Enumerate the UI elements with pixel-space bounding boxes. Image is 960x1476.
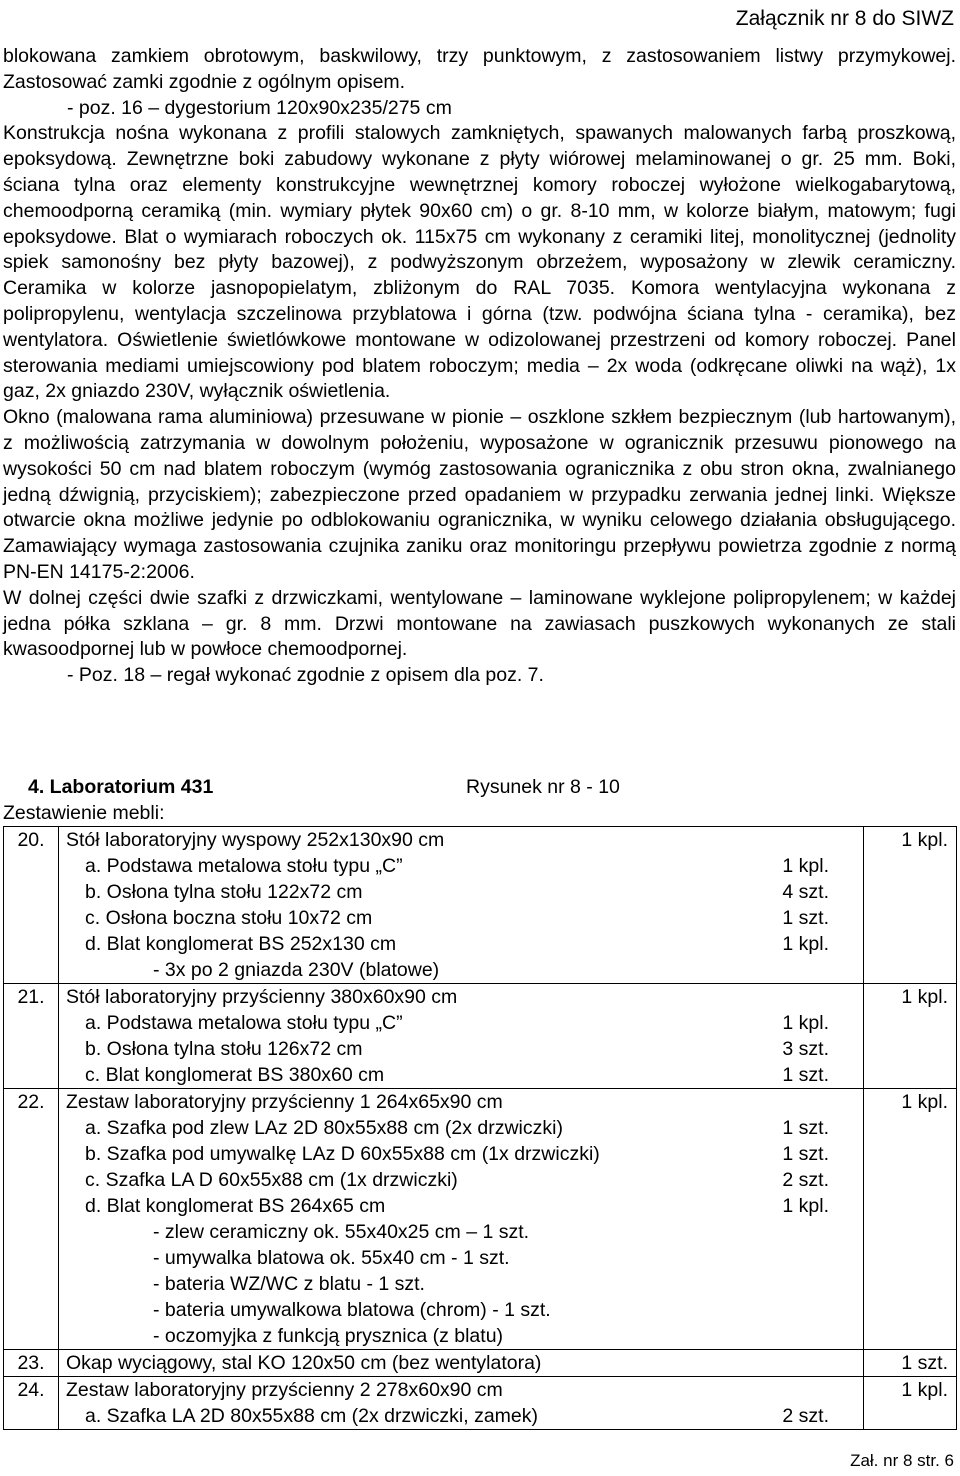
- sub-item-quantity: 2 szt.: [782, 1405, 829, 1427]
- item-description: [59, 827, 864, 984]
- sub-item-text: a. Szafka LA 2D 80x55x88 cm (2x drzwiczki, zamek): [85, 1405, 539, 1427]
- paragraph: W dolnej części dwie szafki z drzwiczkami, wentylowane – laminowane wyklejone polipropylenem; w każdej jedna półka szklana – gr. 8 mm. Drzwi montowane na zawiasach puszkowych wykonanych ze stali kwasoodpornej lub w powłoce chemoodpornej.: [3, 586, 956, 661]
- item-description: [59, 1377, 864, 1430]
- furniture-table: [3, 826, 957, 1430]
- detail-text: - 3x po 2 gniazda 230V (blatowe): [153, 959, 440, 981]
- detail-text: - bateria umywalkowa blatowa (chrom) - 1 szt.: [153, 1299, 551, 1321]
- detail-line: [59, 1219, 863, 1245]
- sub-item: [59, 1167, 863, 1193]
- item-quantity: 1 szt.: [864, 1350, 957, 1377]
- sub-item: [59, 1115, 863, 1141]
- item-name-line: [59, 827, 863, 853]
- sub-item: [59, 1062, 863, 1088]
- sub-item-text: b. Szafka pod umywalkę LAz D 60x55x88 cm (1x drzwiczki): [85, 1143, 600, 1165]
- paragraph: - poz. 16 – dygestorium 120x90x235/275 cm: [67, 96, 452, 119]
- item-number: 23.: [4, 1350, 59, 1377]
- sub-item: [59, 905, 863, 931]
- sub-item-text: b. Osłona tylna stołu 122x72 cm: [85, 881, 363, 903]
- sub-item-text: a. Szafka pod zlew LAz 2D 80x55x88 cm (2x drzwiczki): [85, 1117, 563, 1139]
- table-row: [4, 1350, 957, 1377]
- table-row: [4, 984, 957, 1089]
- item-name-line: [59, 1350, 863, 1376]
- sub-item-quantity: 1 kpl.: [782, 1195, 829, 1217]
- detail-line: [59, 1245, 863, 1271]
- sub-item: [59, 1193, 863, 1219]
- sub-item-quantity: 1 szt.: [782, 1064, 829, 1086]
- page-footer: Zał. nr 8 str. 6: [850, 1451, 954, 1470]
- sub-item-quantity: 1 szt.: [782, 1143, 829, 1165]
- sub-item-text: a. Podstawa metalowa stołu typu „C”: [85, 855, 403, 877]
- sub-item-text: d. Blat konglomerat BS 264x65 cm: [85, 1195, 386, 1217]
- sub-item-quantity: 1 kpl.: [782, 855, 829, 877]
- detail-line: [59, 957, 863, 983]
- item-name-line: [59, 984, 863, 1010]
- sub-item-text: a. Podstawa metalowa stołu typu „C”: [85, 1012, 403, 1034]
- section-title: 4. Laboratorium 431: [28, 776, 214, 798]
- sub-item-text: b. Osłona tylna stołu 126x72 cm: [85, 1038, 363, 1060]
- detail-line: [59, 1271, 863, 1297]
- sub-item-quantity: 2 szt.: [782, 1169, 829, 1191]
- sub-item-quantity: 3 szt.: [782, 1038, 829, 1060]
- sub-item-quantity: 1 kpl.: [782, 933, 829, 955]
- item-number: 21.: [4, 984, 59, 1089]
- table-row: [4, 827, 957, 984]
- item-number: 20.: [4, 827, 59, 984]
- section-heading: [28, 775, 958, 800]
- sub-item: [59, 1141, 863, 1167]
- sub-item: [59, 1010, 863, 1036]
- item-quantity: 1 kpl.: [864, 984, 957, 1089]
- item-name: Stół laboratoryjny wyspowy 252x130x90 cm: [66, 829, 445, 851]
- paragraph: blokowana zamkiem obrotowym, baskwilowy, trzy punktowym, z zastosowaniem listwy przymykowej. Zastosować zamki zgodnie z ogólnym opisem.: [3, 45, 956, 93]
- sub-item-quantity: 1 szt.: [782, 1117, 829, 1139]
- sub-item-text: d. Blat konglomerat BS 252x130 cm: [85, 933, 397, 955]
- paragraph: Konstrukcja nośna wykonana z profili stalowych zamkniętych, spawanych malowanych farbą proszkową, epoksydową. Zewnętrzne boki zabudowy wykonane z płyty wiórowej melaminowanej o gr. 25 mm. Boki, ściana tylna oraz elementy konstrukcyjne wewnętrznej komory roboczej wyłożone wielkogabarytową, chemoodporną ceramiką (min. wymiary płytek 90x60 cm) o gr. 8-10 mm, w kolorze białym, matowym; fugi epoksydowe. Blat o wymiarach roboczych ok. 115x75 cm wykonany z ceramiki litej, monolitycznej (jednolity spiek samonośny bez płyty bazowej), z podwyższonym obrzeżem, wyposażony w zlewik ceramiczny. Ceramika w kolorze jasnopopielatym, zbliżonym do RAL 7035. Komora wentylacyjna wykonana z polipropylenu, wentylacja szczelinowa przyblatowa i górna (tzw. podwójna ściana tylna - ceramika), bez wentylatora. Oświetlenie świetlówkowe montowane w odizolowanej przestrzeni od komory roboczej. Panel sterowania mediami umiejscowiony pod blatem roboczym; media – 2x woda (odkręcane oliwki na wąż), 1x gaz, 2x gniazdo 230V, wyłącznik oświetlenia.: [3, 122, 956, 403]
- detail-line: [59, 1323, 863, 1349]
- annex-header: Załącznik nr 8 do SIWZ: [735, 7, 954, 30]
- table-row: [4, 1377, 957, 1430]
- item-description: [59, 984, 864, 1089]
- sub-item: [59, 931, 863, 957]
- section-subtitle: Zestawienie mebli:: [3, 802, 165, 824]
- detail-text: - oczomyjka z funkcją prysznica (z blatu): [153, 1325, 504, 1347]
- description-text: [3, 44, 956, 689]
- sub-item-text: c. Szafka LA D 60x55x88 cm (1x drzwiczki): [85, 1169, 458, 1191]
- sub-item-quantity: 4 szt.: [782, 881, 829, 903]
- sub-item-quantity: 1 kpl.: [782, 1012, 829, 1034]
- item-name-line: [59, 1089, 863, 1115]
- sub-item: [59, 853, 863, 879]
- item-name-line: [59, 1377, 863, 1403]
- detail-text: - bateria WZ/WC z blatu - 1 szt.: [153, 1273, 425, 1295]
- item-quantity: 1 kpl.: [864, 827, 957, 984]
- drawing-reference: Rysunek nr 8 - 10: [466, 776, 620, 798]
- item-quantity: 1 kpl.: [864, 1089, 957, 1350]
- item-name: Zestaw laboratoryjny przyścienny 1 264x65x90 cm: [66, 1091, 503, 1113]
- sub-item-text: c. Osłona boczna stołu 10x72 cm: [85, 907, 373, 929]
- detail-text: - zlew ceramiczny ok. 55x40x25 cm – 1 szt.: [153, 1221, 530, 1243]
- sub-item: [59, 879, 863, 905]
- item-name: Okap wyciągowy, stal KO 120x50 cm (bez wentylatora): [66, 1352, 542, 1374]
- item-quantity: 1 kpl.: [864, 1377, 957, 1430]
- item-name: Zestaw laboratoryjny przyścienny 2 278x60x90 cm: [66, 1379, 503, 1401]
- item-number: 22.: [4, 1089, 59, 1350]
- sub-item: [59, 1403, 863, 1429]
- table-row: [4, 1089, 957, 1350]
- sub-item-quantity: 1 szt.: [782, 907, 829, 929]
- paragraph: Okno (malowana rama aluminiowa) przesuwane w pionie – oszklone szkłem bezpiecznym (lub hartowanym), z możliwością zatrzymania w dowolnym położeniu, wyposażone w ogranicznik przesuwu pionowego na wysokości 50 cm nad blatem roboczym (wymóg zastosowania ogranicznika z obu stron okna, zwalnianego jedną dźwignią, przyciskiem); zabezpieczone przed opadaniem w przypadku zerwania jednej linki. Większe otwarcie okna możliwe jedynie po odblokowaniu ogranicznika, w wyniku celowego działania obsługującego. Zamawiający wymaga zastosowania czujnika zaniku oraz monitoringu przepływu powietrza zgodnie z normą PN-EN 14175-2:2006.: [3, 406, 956, 583]
- detail-text: - umywalka blatowa ok. 55x40 cm - 1 szt.: [153, 1247, 510, 1269]
- sub-item: [59, 1036, 863, 1062]
- item-name: Stół laboratoryjny przyścienny 380x60x90 cm: [66, 986, 458, 1008]
- paragraph: - Poz. 18 – regał wykonać zgodnie z opisem dla poz. 7.: [67, 664, 544, 687]
- detail-line: [59, 1297, 863, 1323]
- sub-item-text: c. Blat konglomerat BS 380x60 cm: [85, 1064, 385, 1086]
- item-number: 24.: [4, 1377, 59, 1430]
- item-description: [59, 1350, 864, 1377]
- item-description: [59, 1089, 864, 1350]
